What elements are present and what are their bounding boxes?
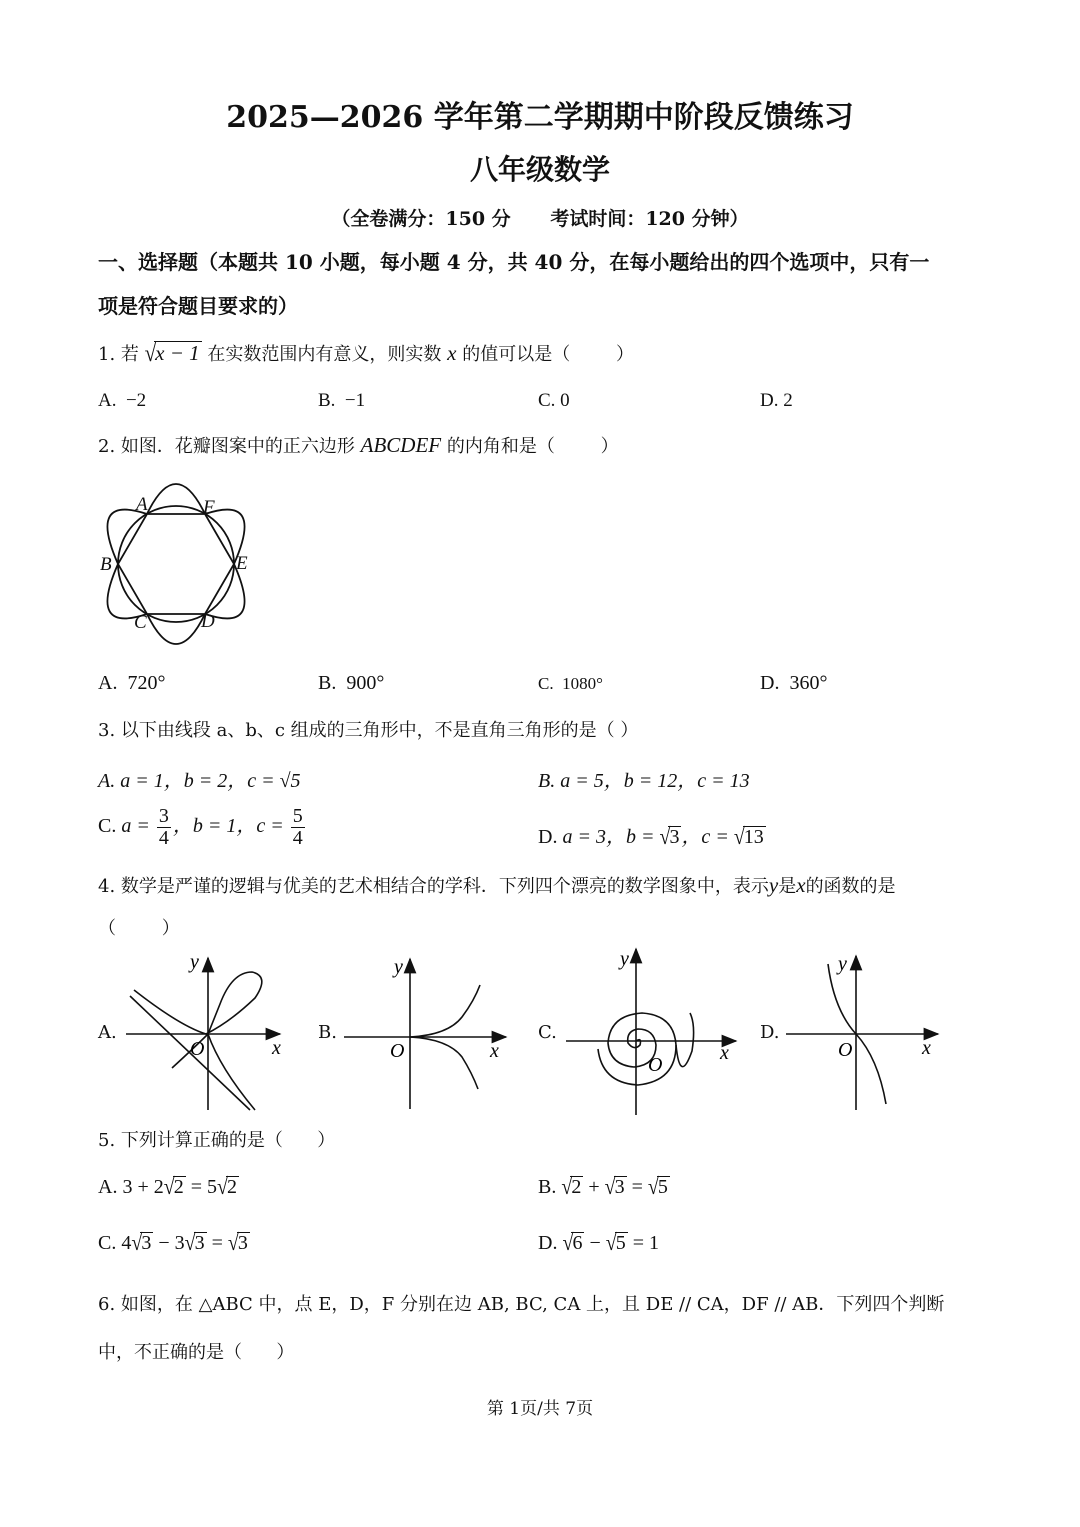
q1-text: 在实数范围内有意义，则实数 xyxy=(207,344,442,365)
graph-a-y: y xyxy=(190,951,199,973)
graph-a-x: x xyxy=(272,1037,281,1059)
q5-option-c: C. 4√3 − 3√3 = √3 xyxy=(98,1230,248,1256)
q3-d-label: D. xyxy=(538,826,558,848)
q1-var: x xyxy=(447,341,457,365)
q3-option-b: B. a = 5，b = 12，c = 13 xyxy=(538,770,750,792)
question-6-line1: 6. 如图，在 △ABC 中，点 E，D，F 分别在边 AB, BC, CA 上，且 DE // CA，DF // AB．下列四个判断 xyxy=(98,1294,945,1315)
q4-graph-label-b: B. xyxy=(318,1022,337,1043)
q1-radicand: x − 1 xyxy=(155,341,200,365)
label-d: D xyxy=(201,611,215,632)
q2-hexagon-name: ABCDEF xyxy=(360,433,442,457)
q3-d-sqrt1: 3 xyxy=(669,826,680,848)
exam-subtitle: 八年级数学 xyxy=(469,153,610,186)
q3-option-c xyxy=(98,806,307,849)
q3-c-frac-c: $\frac{5}{4}$ xyxy=(292,805,303,849)
graph-a-origin: O xyxy=(190,1038,205,1060)
q2-text: 2. 如图．花瓣图案中的正六边形 xyxy=(98,436,355,457)
q3-c-label: C. xyxy=(98,815,117,838)
q4-x: x xyxy=(796,873,806,897)
inner-circle xyxy=(118,506,234,622)
graph-c-y: y xyxy=(620,948,629,970)
q2-option-d: D. 360° xyxy=(760,672,828,694)
page-footer: 第 1页/共 7页 xyxy=(486,1399,594,1419)
q4-graph-label-d: D. xyxy=(760,1022,780,1043)
label-e: E xyxy=(236,553,248,574)
graph-c xyxy=(562,945,742,1117)
q2-option-b: B. 900° xyxy=(318,672,385,694)
q3-c-a: a = xyxy=(121,815,150,838)
q1-option-c: C. 0 xyxy=(538,390,570,411)
q3-c-frac-a: $\frac{3}{4}$ xyxy=(158,805,169,849)
q1-option-d: D. 2 xyxy=(760,390,793,411)
q2-option-c: C. 1080° xyxy=(538,674,603,693)
q3-option-d: D. a = 3，b = √3 ，c = √13 xyxy=(538,824,764,850)
regular-hexagon xyxy=(118,514,234,614)
graph-a xyxy=(120,948,290,1113)
q4-text: 4. 数学是严谨的逻辑与优美的艺术相结合的学科．下列四个漂亮的数学图象中，表示 xyxy=(98,876,769,897)
label-b: B xyxy=(100,554,112,575)
q4-graph-label-c: C. xyxy=(538,1022,557,1043)
q4-y: y xyxy=(768,873,779,897)
q4-mid: 是 xyxy=(778,876,797,897)
q1-number: 1. 若 xyxy=(98,344,139,365)
question-3: 3. 以下由线段 a、b、c 组成的三角形中，不是直角三角形的是（ ） xyxy=(98,720,639,741)
label-f: F xyxy=(203,497,215,518)
q5-option-b: B. √2 + √3 = √5 xyxy=(538,1174,668,1200)
hexagon-flower-figure xyxy=(94,476,259,651)
graph-b xyxy=(340,955,510,1113)
q1-tail: 的值可以是（ ） xyxy=(462,344,634,365)
question-5: 5. 下列计算正确的是（ ） xyxy=(98,1130,336,1151)
graph-b-y: y xyxy=(394,956,403,978)
graph-c-x: x xyxy=(720,1042,729,1064)
question-2 xyxy=(98,432,619,458)
label-a: A xyxy=(136,494,148,515)
q4-tail: 的函数的是 xyxy=(805,876,896,897)
q1-option-b: B. −1 xyxy=(318,390,366,411)
exam-title: 2025—2026 学年第二学期期中阶段反馈练习 xyxy=(226,100,854,135)
graph-d-y: y xyxy=(838,953,847,975)
q5-option-d: D. √6 − √5 = 1 xyxy=(538,1230,659,1256)
q3-d-sqrt2: 13 xyxy=(743,826,764,848)
graph-d-x: x xyxy=(922,1037,931,1059)
question-4 xyxy=(98,872,896,898)
graph-b-x: x xyxy=(490,1040,499,1062)
q1-option-a: A. −2 xyxy=(98,390,147,411)
q3-d-text: a = 3，b = xyxy=(562,826,655,848)
q2-tail: 的内角和是（ ） xyxy=(446,436,619,457)
graph-d xyxy=(782,952,952,1112)
graph-b-origin: O xyxy=(390,1040,405,1062)
graph-c-origin: O xyxy=(648,1054,663,1076)
question-6-line2: 中，不正确的是（ ） xyxy=(98,1342,295,1363)
section-heading-line1: 一、选择题（本题共 10 小题，每小题 4 分，共 40 分，在每小题给出的四个选项中，只有一 xyxy=(98,250,930,274)
q4-paren: （ ） xyxy=(98,918,180,939)
q5-option-a: A. 3 + 2√2 = 5√2 xyxy=(98,1174,237,1200)
q1-sqrt: √x − 1 xyxy=(144,339,200,367)
question-1 xyxy=(98,340,634,366)
section-heading-line2: 项是符合题目要求的） xyxy=(98,294,298,318)
q3-d-mid: ，c = xyxy=(681,826,729,848)
q3-c-b: ，b = 1，c = xyxy=(172,815,284,838)
q2-option-a: A. 720° xyxy=(98,672,166,694)
exam-info: （全卷满分：150 分 考试时间：120 分钟） xyxy=(331,208,749,230)
graph-d-origin: O xyxy=(838,1039,853,1061)
q4-graph-label-a: A. xyxy=(98,1022,117,1043)
label-c: C xyxy=(134,612,147,633)
q3-option-a: A. a = 1，b = 2，c = √5 xyxy=(98,770,301,792)
